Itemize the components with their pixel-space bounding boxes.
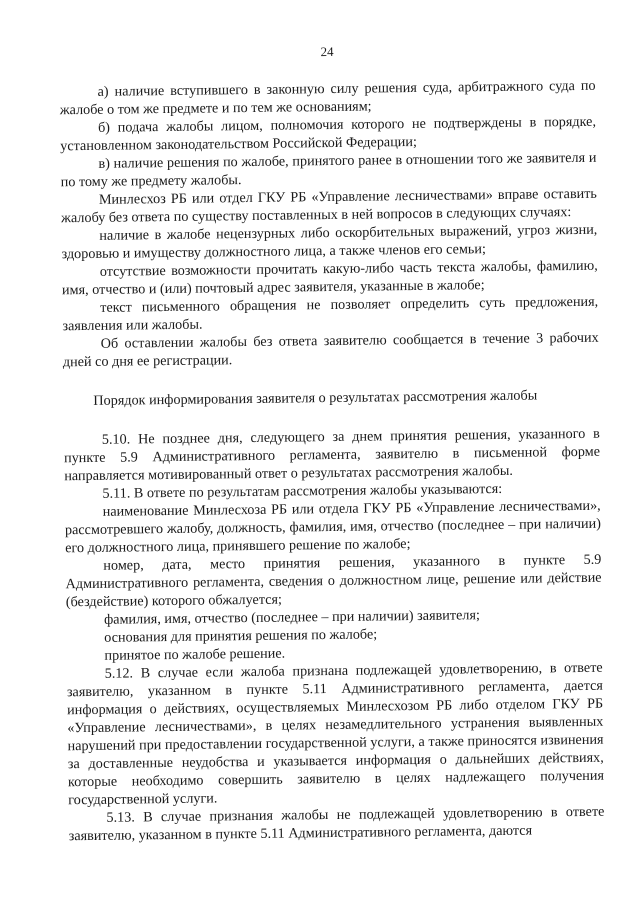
paragraph-5-13: 5.13. В случае признания жалобы не подлежащей удовлетворению в ответе заявителю, указанном в пункте 5.11 Административного регламента, даются <box>68 803 605 845</box>
document-body <box>59 77 604 845</box>
paragraph-case-obscene: наличие в жалобе нецензурных либо оскорбительных выражений, угроз жизни, здоровью и имуществу должностного лица, а также членов его семьи; <box>61 221 598 263</box>
paragraph-5-11: 5.11. В ответе по результатам рассмотрения жалобы указываются: <box>102 480 503 502</box>
paragraph-5-10: 5.10. Не позднее дня, следующего за днем принятия решения, указанного в пункте 5.9 Административного регламента, заявителю в письменной форме направляется мотивированный ответ о результатах рассмотрения жалобы. <box>63 425 601 485</box>
paragraph-leave-without-answer: Минлесхоз РБ или отдел ГКУ РБ «Управление лесничествами» вправе оставить жалобу без ответа по существу поставленных в ней вопросов в следующих случаях: <box>61 185 597 227</box>
paragraph-notification: Об оставлении жалобы без ответа заявителю сообщается в течение 3 рабочих дней со дня ее регистрации. <box>62 329 599 371</box>
section-heading: Порядок информирования заявителя о результатах рассмотрения жалобы <box>93 387 538 409</box>
paragraph-grounds-a: а) наличие вступившего в законную силу решения суда, арбитражного суда по жалобе о том же предмете и по тем же основаниям; <box>59 77 596 119</box>
paragraph-5-11-number: номер, дата, место принятия решения, указанного в пункте 5.9 Административного регламента, сведения о должностном лице, решение или действие (бездействие) которого обжалуется; <box>65 551 602 611</box>
paragraph-5-11-decision: принятое по жалобе решение. <box>104 645 286 664</box>
paragraph-grounds-b: б) подача жалобы лицом, полномочия которого не подтверждены в порядке, установленном законодательством Российской Федерации; <box>60 113 597 155</box>
paragraph-5-11-applicant: фамилия, имя, отчество (последнее – при наличии) заявителя; <box>103 607 480 628</box>
paragraph-case-unclear: текст письменного обращения не позволяет определить суть предложения, заявления или жалобы. <box>62 293 599 335</box>
page-number: 24 <box>320 43 334 60</box>
paragraph-5-11-grounds: основания для принятия решения по жалобе; <box>104 626 378 646</box>
paragraph-5-11-name: наименование Минлесхоза РБ или отдела ГКУ РБ «Управление лесничествами», рассмотревшего жалобу, должность, фамилия, имя, отчество (последнее – при наличии) его должностного лица, принявшего решение по жалобе; <box>64 497 601 557</box>
paragraph-grounds-c: в) наличие решения по жалобе, принятого ранее в отношении того же заявителя и по тому же предмету жалобы. <box>60 149 597 191</box>
paragraph-case-unreadable: отсутствие возможности прочитать какую-либо часть текста жалобы, фамилию, имя, отчество и (или) почтовый адрес заявителя, указанные в жалобе; <box>61 257 598 299</box>
paragraph-5-12: 5.12. В случае если жалоба признана подлежащей удовлетворению, в ответе заявителю, указанном в пункте 5.11 Административного регламента, дается информация о действиях, осуществляемых Минлесхозом РБ либо отделом ГКУ РБ «Управление лесничествами», в целях незамедлительного устранения выявленных нарушений при предоставлении государственной услуги, а также приносятся извинения за доставленные неудобства и указывается информация о дальнейших действиях, которые необходимо совершить заявителю в целях надлежащего получения государственной услуги. <box>66 659 605 809</box>
document-page <box>58 0 605 908</box>
